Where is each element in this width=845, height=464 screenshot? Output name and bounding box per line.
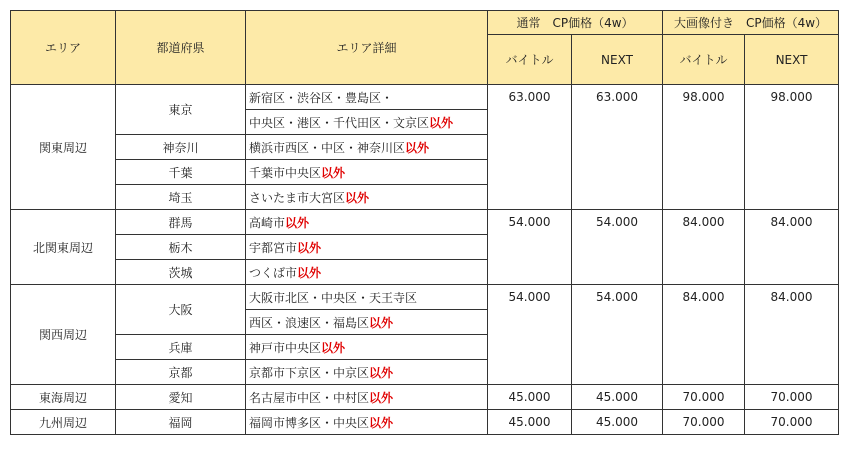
- exclusion-mark: 以外: [369, 390, 394, 405]
- area-detail-text: 横浜市西区・中区・神奈川区: [249, 140, 406, 155]
- area-cell: 関東周辺: [11, 85, 116, 210]
- area-detail-text: 大阪市北区・中央区・天王寺区: [249, 290, 418, 305]
- area-detail-text: 千葉市中央区: [249, 165, 322, 180]
- header-normal-price: 通常 CP価格（4w）: [488, 11, 663, 35]
- area-detail-cell: [246, 360, 488, 385]
- price-large-next: 98.000: [745, 85, 839, 210]
- table-row: [11, 410, 839, 435]
- area-detail-cell: [246, 110, 488, 135]
- table-row: [11, 285, 839, 310]
- header-area: エリア: [11, 11, 116, 85]
- price-normal-next: 54.000: [572, 210, 663, 285]
- price-normal-next: 63.000: [572, 85, 663, 210]
- area-detail-cell: [246, 210, 488, 235]
- price-large-next: 84.000: [745, 210, 839, 285]
- table-body: [11, 85, 839, 435]
- pricing-table: [10, 10, 839, 435]
- exclusion-mark: 以外: [429, 115, 454, 130]
- area-detail-text: 中央区・港区・千代田区・文京区: [249, 115, 430, 130]
- exclusion-mark: 以外: [297, 265, 322, 280]
- area-detail-cell: [246, 285, 488, 310]
- prefecture-cell: 福岡: [116, 410, 246, 435]
- prefecture-cell: 栃木: [116, 235, 246, 260]
- table-header: [11, 11, 839, 85]
- area-cell: 北関東周辺: [11, 210, 116, 285]
- price-large-next: 84.000: [745, 285, 839, 385]
- area-detail-text: 京都市下京区・中京区: [249, 365, 370, 380]
- prefecture-cell: 大阪: [116, 285, 246, 335]
- prefecture-cell: 群馬: [116, 210, 246, 235]
- table-row: [11, 85, 839, 110]
- prefecture-cell: 千葉: [116, 160, 246, 185]
- prefecture-cell: 東京: [116, 85, 246, 135]
- header-prefecture: 都道府県: [116, 11, 246, 85]
- exclusion-mark: 以外: [369, 365, 394, 380]
- header-large-price: 大画像付き CP価格（4w）: [663, 11, 839, 35]
- exclusion-mark: 以外: [321, 165, 346, 180]
- exclusion-mark: 以外: [369, 415, 394, 430]
- exclusion-mark: 以外: [369, 315, 394, 330]
- exclusion-mark: 以外: [405, 140, 430, 155]
- prefecture-cell: 愛知: [116, 385, 246, 410]
- price-normal-baitoru: 45.000: [488, 385, 572, 410]
- price-large-next: 70.000: [745, 410, 839, 435]
- area-cell: 東海周辺: [11, 385, 116, 410]
- area-detail-text: さいたま市大宮区: [249, 190, 346, 205]
- area-cell: 九州周辺: [11, 410, 116, 435]
- header-large-baitoru: バイトル: [663, 35, 745, 85]
- area-detail-cell: [246, 185, 488, 210]
- area-detail-cell: [246, 260, 488, 285]
- price-normal-baitoru: 54.000: [488, 210, 572, 285]
- table-row: [11, 385, 839, 410]
- price-large-baitoru: 70.000: [663, 410, 745, 435]
- exclusion-mark: 以外: [321, 340, 346, 355]
- price-large-next: 70.000: [745, 385, 839, 410]
- area-detail-text: 新宿区・渋谷区・豊島区・: [249, 90, 394, 105]
- exclusion-mark: 以外: [297, 240, 322, 255]
- header-detail: エリア詳細: [246, 11, 488, 85]
- price-large-baitoru: 84.000: [663, 210, 745, 285]
- area-detail-text: 名古屋市中区・中村区: [249, 390, 370, 405]
- prefecture-cell: 茨城: [116, 260, 246, 285]
- prefecture-cell: 埼玉: [116, 185, 246, 210]
- area-detail-text: 西区・浪速区・福島区: [249, 315, 370, 330]
- header-normal-baitoru: バイトル: [488, 35, 572, 85]
- header-large-next: NEXT: [745, 35, 839, 85]
- area-detail-cell: [246, 385, 488, 410]
- price-normal-baitoru: 54.000: [488, 285, 572, 385]
- price-normal-next: 45.000: [572, 385, 663, 410]
- table-row: [11, 210, 839, 235]
- prefecture-cell: 神奈川: [116, 135, 246, 160]
- header-normal-next: NEXT: [572, 35, 663, 85]
- price-normal-baitoru: 63.000: [488, 85, 572, 210]
- exclusion-mark: 以外: [285, 215, 310, 230]
- area-detail-cell: [246, 135, 488, 160]
- price-normal-baitoru: 45.000: [488, 410, 572, 435]
- price-large-baitoru: 98.000: [663, 85, 745, 210]
- area-detail-cell: [246, 335, 488, 360]
- area-detail-text: 高崎市: [249, 215, 286, 230]
- area-detail-cell: [246, 410, 488, 435]
- price-large-baitoru: 84.000: [663, 285, 745, 385]
- prefecture-cell: 兵庫: [116, 335, 246, 360]
- area-detail-text: 神戸市中央区: [249, 340, 322, 355]
- prefecture-cell: 京都: [116, 360, 246, 385]
- area-detail-cell: [246, 235, 488, 260]
- price-normal-next: 45.000: [572, 410, 663, 435]
- exclusion-mark: 以外: [345, 190, 370, 205]
- area-detail-text: つくば市: [249, 265, 298, 280]
- price-large-baitoru: 70.000: [663, 385, 745, 410]
- area-detail-text: 宇都宮市: [249, 240, 298, 255]
- area-detail-cell: [246, 85, 488, 110]
- area-cell: 関西周辺: [11, 285, 116, 385]
- area-detail-text: 福岡市博多区・中央区: [249, 415, 370, 430]
- area-detail-cell: [246, 310, 488, 335]
- area-detail-cell: [246, 160, 488, 185]
- price-normal-next: 54.000: [572, 285, 663, 385]
